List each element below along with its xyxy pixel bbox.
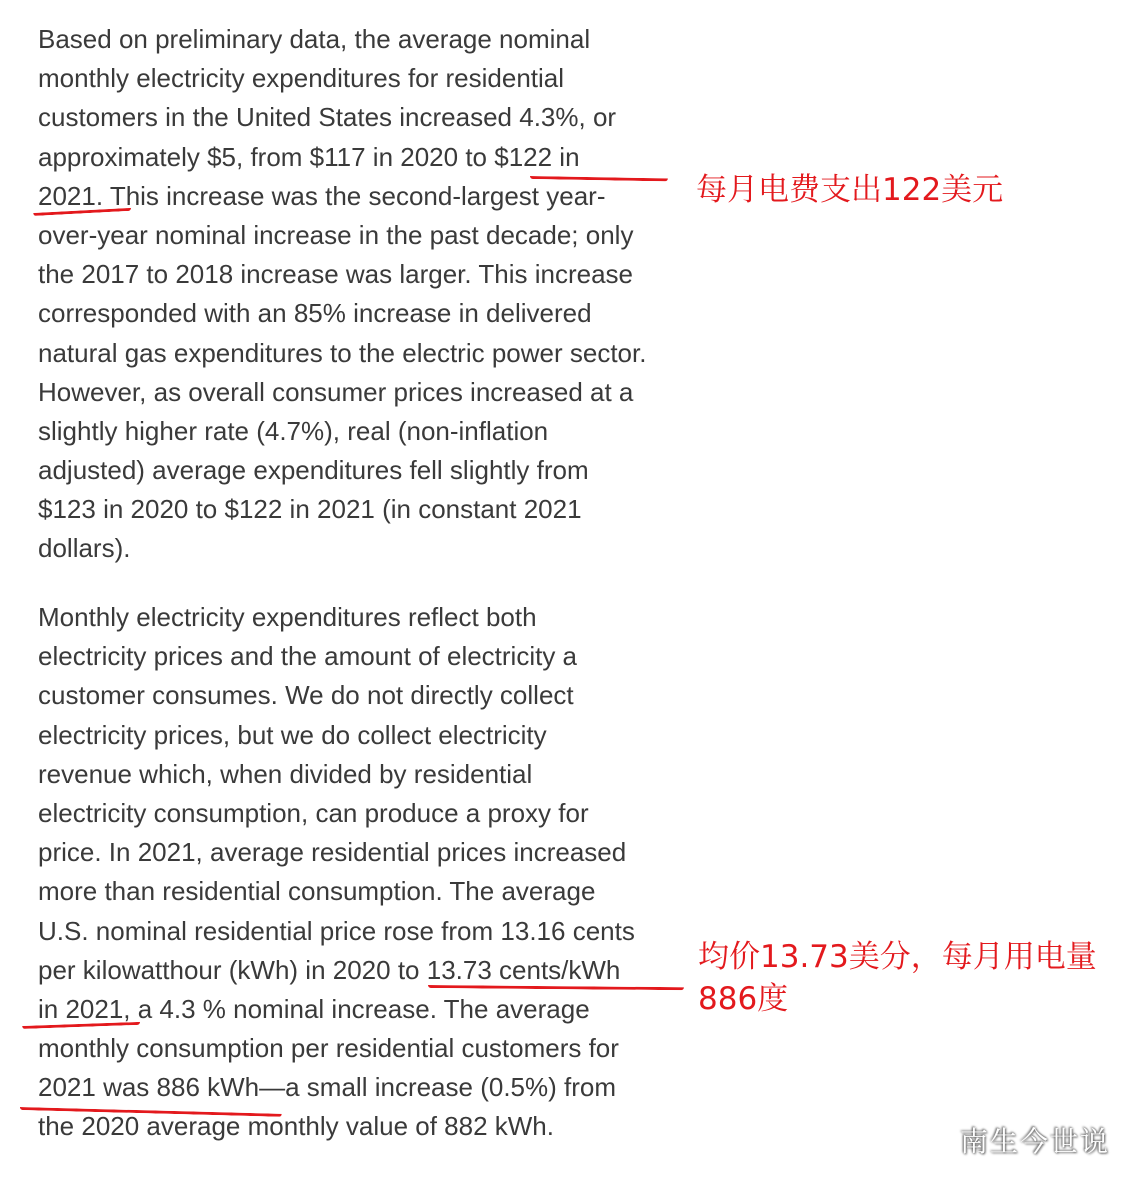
annotation-price-usage-line1: 均价13.73美分，每月用电量 <box>698 939 1097 975</box>
text-line: monthly electricity expenditures for residential <box>38 63 565 94</box>
text-line: However, as overall consumer prices increased at a <box>38 376 634 407</box>
text-line: per kilowatthour (kWh) in 2020 to 13.73 cents/kWh <box>38 954 621 985</box>
text-line: over-year nominal increase in the past decade; only <box>38 219 634 250</box>
text-line: customer consumes. We do not directly collect <box>38 680 574 711</box>
annotation-price-usage-line2: 886度 <box>698 981 789 1017</box>
text-line: the 2020 average monthly value of 882 kWh. <box>38 1111 554 1142</box>
text-line: electricity prices and the amount of electricity a <box>38 641 578 672</box>
text-line: more than residential consumption. The average <box>38 876 596 907</box>
text-line: revenue which, when divided by residential <box>38 758 533 789</box>
text-line: price. In 2021, average residential prices increased <box>38 837 627 868</box>
text-line: 2021. This increase was the second-largest year- <box>38 180 606 211</box>
annotation-monthly-bill: 每月电费支出122美元 <box>696 172 1004 208</box>
text-line: Monthly electricity expenditures reflect both <box>38 602 537 632</box>
text-line: approximately $5, from $117 in 2020 to $122 in <box>38 141 580 172</box>
text-line: natural gas expenditures to the electric power sector. <box>38 337 647 368</box>
text-line: electricity prices, but we do collect electricity <box>38 719 547 750</box>
text-line: U.S. nominal residential price rose from 13.16 cents <box>38 915 635 946</box>
text-line: monthly consumption per residential customers for <box>38 1033 619 1064</box>
text-line: $123 in 2020 to $122 in 2021 (in constant 2021 <box>38 494 582 525</box>
text-line: slightly higher rate (4.7%), real (non-inflation <box>38 415 549 446</box>
text-line: Based on preliminary data, the average nominal <box>38 24 591 54</box>
paragraph-2 <box>38 598 635 1147</box>
paragraph-1 <box>38 20 646 569</box>
text-line: in 2021, a 4.3 % nominal increase. The average <box>38 993 590 1024</box>
text-line: electricity consumption, can produce a proxy for <box>38 797 589 828</box>
text-line: customers in the United States increased 4.3%, or <box>38 102 617 133</box>
text-line: adjusted) average expenditures fell slightly from <box>38 455 589 486</box>
text-line: corresponded with an 85% increase in delivered <box>38 298 592 329</box>
watermark: 南生今世说 <box>959 1125 1110 1158</box>
text-line: 2021 was 886 kWh—a small increase (0.5%) from <box>38 1072 617 1103</box>
text-line: dollars). <box>38 533 131 564</box>
text-line: the 2017 to 2018 increase was larger. This increase <box>38 259 633 290</box>
